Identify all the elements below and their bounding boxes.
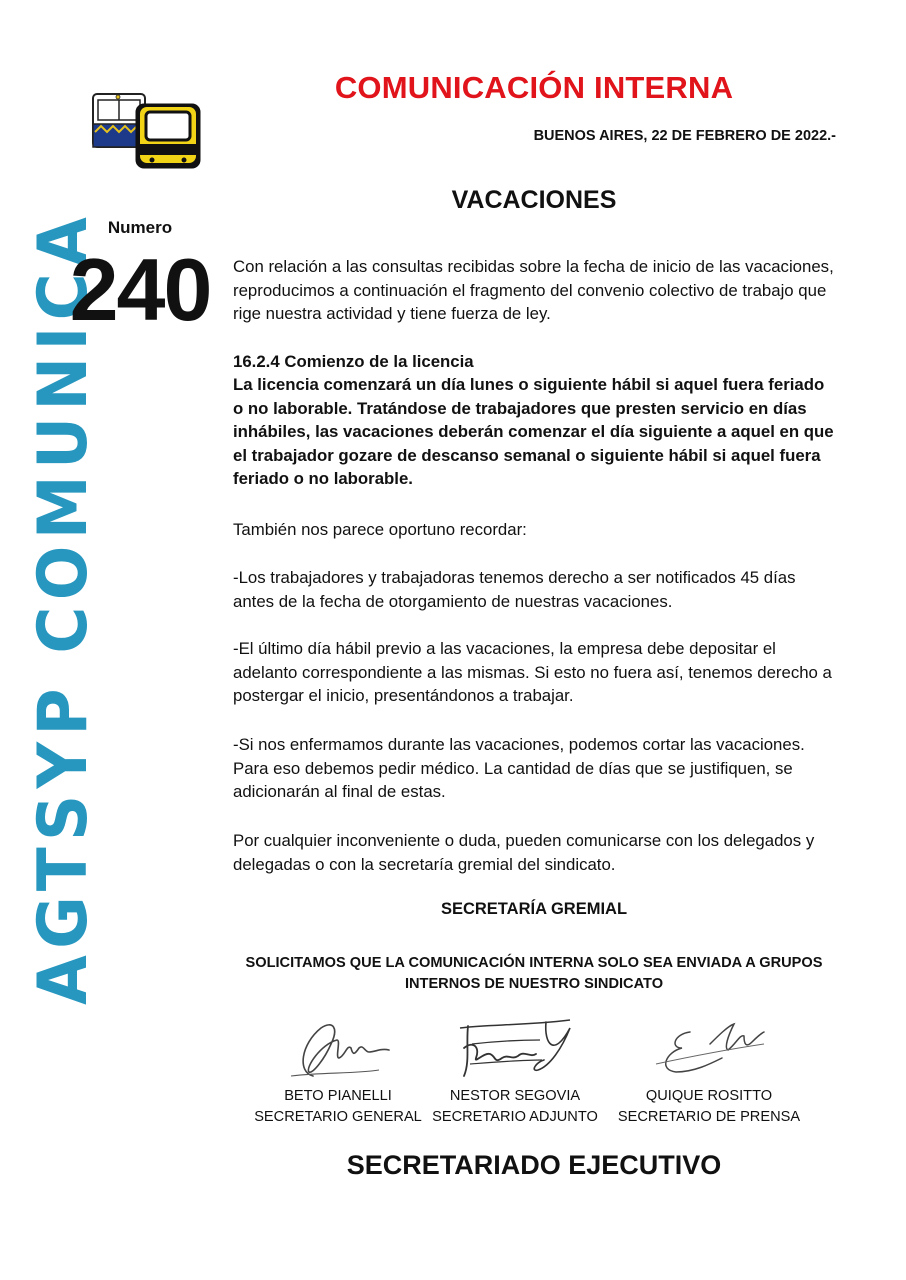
- distribution-request: SOLICITAMOS QUE LA COMUNICACIÓN INTERNA SOLO SEA ENVIADA A GRUPOS INTERNOS DE NUESTRO SINDICATO: [245, 955, 823, 992]
- signature-image: [450, 1014, 580, 1082]
- vertical-brand-text: AGTSYP COMUNICA: [24, 210, 103, 1005]
- issue-number-label: Numero: [107, 218, 173, 237]
- signatory-role: SECRETARIO GENERAL: [254, 1109, 422, 1125]
- signatory-adjunto: [420, 1014, 610, 1128]
- header-title: COMUNICACIÓN INTERNA: [334, 70, 734, 105]
- train-logo-icon: [90, 92, 202, 170]
- intro-paragraph: Con relación a las consultas recibidas sobre la fecha de inicio de las vacaciones, reproducimos a continuación el fragmento del convenio colectivo de trabajo que rige nuestra actividad y tiene fuerza de ley.: [233, 257, 834, 323]
- signature-image: [283, 1014, 393, 1082]
- reminder-point-advance-payment: -El último día hábil previo a las vacaciones, la empresa debe depositar el adelanto correspondiente a las mismas. Si esto no fuera así, tenemos derecho a postergar el inicio, presentándonos a trabajar.: [233, 639, 832, 705]
- signatory-role: SECRETARIO ADJUNTO: [432, 1109, 598, 1125]
- department-signoff: SECRETARÍA GREMIAL: [440, 900, 628, 918]
- signatory-name: NESTOR SEGOVIA: [449, 1088, 581, 1104]
- subject-title: VACACIONES: [451, 186, 617, 214]
- signatory-general: [243, 1014, 433, 1128]
- reminder-intro: También nos parece oportuno recordar:: [233, 520, 527, 539]
- article-text: La licencia comenzará un día lunes o siguiente hábil si aquel fuera feriado o no laborable. Tratándose de trabajadores que presten servicio en días inhábiles, las vacaciones deberán comenzar el día siguiente a aquel en que el trabajador gozare de descanso semanal o siguiente hábil si aquel fuera feriado o no laborable.: [233, 375, 834, 488]
- issue-number: 240: [69, 240, 211, 339]
- signature-image: [644, 1014, 774, 1082]
- date-line: BUENOS AIRES, 22 DE FEBRERO DE 2022.-: [533, 128, 836, 144]
- reminder-point-sickness: -Si nos enfermamos durante las vacaciones, podemos cortar las vacaciones. Para eso debemos pedir médico. La cantidad de días que se justifiquen, se adicionarán al final de estas.: [233, 735, 805, 801]
- reminder-point-notification: -Los trabajadores y trabajadoras tenemos derecho a ser notificados 45 días antes de la fecha de otorgamiento de nuestras vacaciones.: [233, 568, 796, 611]
- signatory-name: BETO PIANELLI: [284, 1088, 392, 1104]
- signatory-name: QUIQUE ROSITTO: [645, 1088, 773, 1104]
- footer-title: SECRETARIADO EJECUTIVO: [346, 1150, 722, 1180]
- closing-paragraph: Por cualquier inconveniente o duda, pueden comunicarse con los delegados y delegadas o con la secretaría gremial del sindicato.: [233, 831, 815, 874]
- signatory-role: SECRETARIO DE PRENSA: [617, 1109, 801, 1125]
- article-heading: 16.2.4 Comienzo de la licencia: [233, 352, 474, 371]
- signatory-prensa: [614, 1014, 804, 1128]
